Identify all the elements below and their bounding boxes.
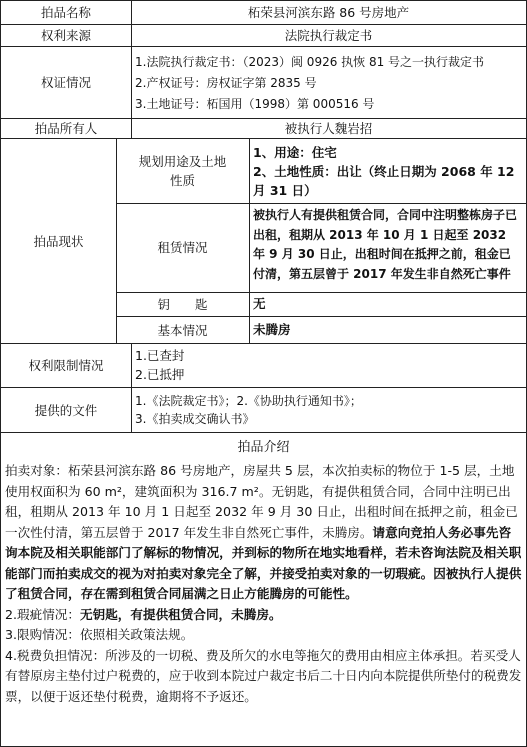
intro-tax: 4.税费负担情况：所涉及的一切税、费及所欠的水电等拖欠的费用由相应主体承担。若买受人有替原房主垫付过户税费的，应于收到本院过户裁定书后二十日内向本院提供所垫付的税费发票，以便于返还垫付税费，逾期将不予返还。 (5, 647, 522, 704)
land-use-value (249, 139, 526, 203)
lease-subrow (116, 203, 526, 293)
basic-info-label: 基本情况 (157, 322, 208, 338)
restrictions-list (131, 344, 526, 387)
lease-value: 被执行人有提供租赁合同，合同中注明整栋房子已出租，租期从 2013 年 10 月 1 日起至 2032 年 9 月 30 日止，出租时间在抵押之前，租金已付清，第五层曾于 2017 年发生非自然死亡事件 (253, 208, 518, 281)
land-use-line: 2、土地性质：出让（终止日期为 2068 年 12 月 31 日） (253, 164, 515, 198)
basic-info-value: 未腾房 (253, 322, 291, 337)
document-item: 1.《法院裁定书》；2.《协助执行通知书》； (135, 394, 362, 408)
status-row (1, 139, 526, 344)
intro-section (1, 433, 526, 746)
lot-name-label: 拍品名称 (40, 5, 91, 20)
restrictions-label: 权利限制情况 (28, 358, 104, 373)
owner-row (1, 119, 526, 139)
title-cert-item: 3.土地证号：柘国用（1998）第 000516 号 (135, 97, 375, 111)
basic-info-subrow (116, 316, 526, 344)
land-use-line: 1、用途：住宅 (253, 145, 337, 160)
land-use-subrow (116, 139, 526, 204)
lot-name-row (1, 1, 526, 25)
intro-object-text: 拍卖对象：柘荣县河滨东路 86 号房地产，房屋共 5 层，本次拍卖标的物位于 1-5 层，土地使用权面积为 60 m²，建筑面积为 316.7 m²。无钥匙，有提供租赁合同，合同中注明已出租，租期从 2013 年 10 月 1 日起至 2032 年 9 月 30 日止，出租时间在抵押之前，租金已一次性付清，第五层曾于 2017 年发生非自然死亡事件，未腾房。 (5, 463, 518, 540)
source-label: 权利来源 (40, 28, 91, 43)
status-label: 拍品现状 (33, 233, 84, 249)
documents-label: 提供的文件 (34, 402, 98, 418)
intro-defects-label: 2.瑕疵情况： (5, 606, 80, 622)
intro-purchase-limit: 3.限购情况：依照相关政策法规。 (5, 627, 194, 642)
intro-defects-value: 无钥匙，有提供租赁合同，未腾房。 (80, 606, 282, 622)
keys-subrow (116, 292, 526, 317)
title-cert-list (131, 47, 526, 118)
title-cert-row (1, 47, 526, 119)
intro-paragraph-object (5, 461, 522, 605)
keys-value: 无 (253, 296, 266, 311)
land-use-label: 规划用途及土地性质 (138, 154, 227, 188)
document-item: 3.《拍卖成交确认书》 (135, 412, 255, 426)
restrictions-row (1, 344, 526, 388)
lease-label: 租赁情况 (157, 240, 208, 255)
source-value: 法院执行裁定书 (284, 28, 373, 43)
intro-defects (5, 605, 522, 626)
owner-label: 拍品所有人 (34, 121, 98, 136)
documents-row (1, 388, 526, 433)
source-row (1, 25, 526, 47)
title-cert-label: 权证情况 (40, 75, 91, 90)
documents-list (131, 388, 526, 432)
keys-label: 钥 匙 (157, 296, 208, 312)
intro-warning-text: 请意向竞拍人务必事先咨询本院及相关职能部门了解标的物情况，并到标的物所在地实地看样，若未咨询法院及相关职能部门而拍卖成交的视为对拍卖对象完全了解，并接受拍卖对象的一切瑕疵。因被执行人提供了租赁合同，存在需到租赁合同届满之日止方能腾房的可能性。 (5, 524, 522, 601)
title-cert-item: 1.法院执行裁定书：（2023）闽 0926 执恢 81 号之一执行裁定书 (135, 55, 485, 69)
title-cert-item: 2.产权证号：房权证字第 2835 号 (135, 76, 317, 90)
restriction-item: 2.已抵押 (135, 367, 185, 382)
restriction-item: 1.已查封 (135, 348, 185, 363)
intro-title: 拍品介绍 (237, 440, 290, 455)
owner-value: 被执行人魏岩招 (284, 121, 373, 136)
lot-name-value: 柘荣县河滨东路 86 号房地产 (247, 5, 410, 20)
